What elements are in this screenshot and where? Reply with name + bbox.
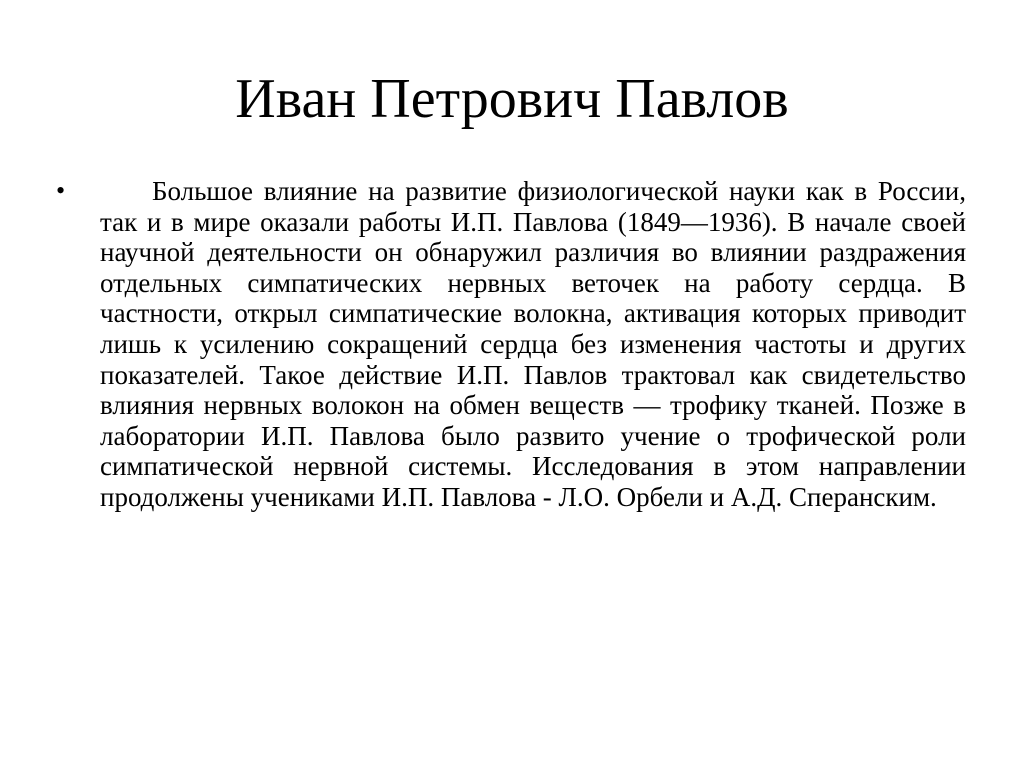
slide-title: Иван Петрович Павлов (235, 68, 789, 130)
bullet-marker: • (56, 176, 66, 205)
bullet-text: Большое влияние на развитие физиологической науки как в России, так и в мире оказали работы И.П. Павлова (1849—1936). В начале своей научной деятельности он обнаружил различия во влиянии раздражения отдельных симпатических нервных веточек на работу сердца. В частности, открыл симпатические волокна, активация которых приводит лишь к усилению сокращений сердца без изменения частоты и других показателей. Такое действие И.П. Павлов трактовал как свидетельство влияния нервных волокон на обмен веществ — трофику тканей. Позже в лаборатории И.П. Павлова было развито учение о трофической роли симпатической нервной системы. Исследования в этом направлении продолжены учениками И.П. Павлова - Л.О. Орбели и А.Д. Сперанским. (100, 176, 966, 512)
bullet-item (56, 176, 966, 513)
slide-body (56, 176, 966, 513)
